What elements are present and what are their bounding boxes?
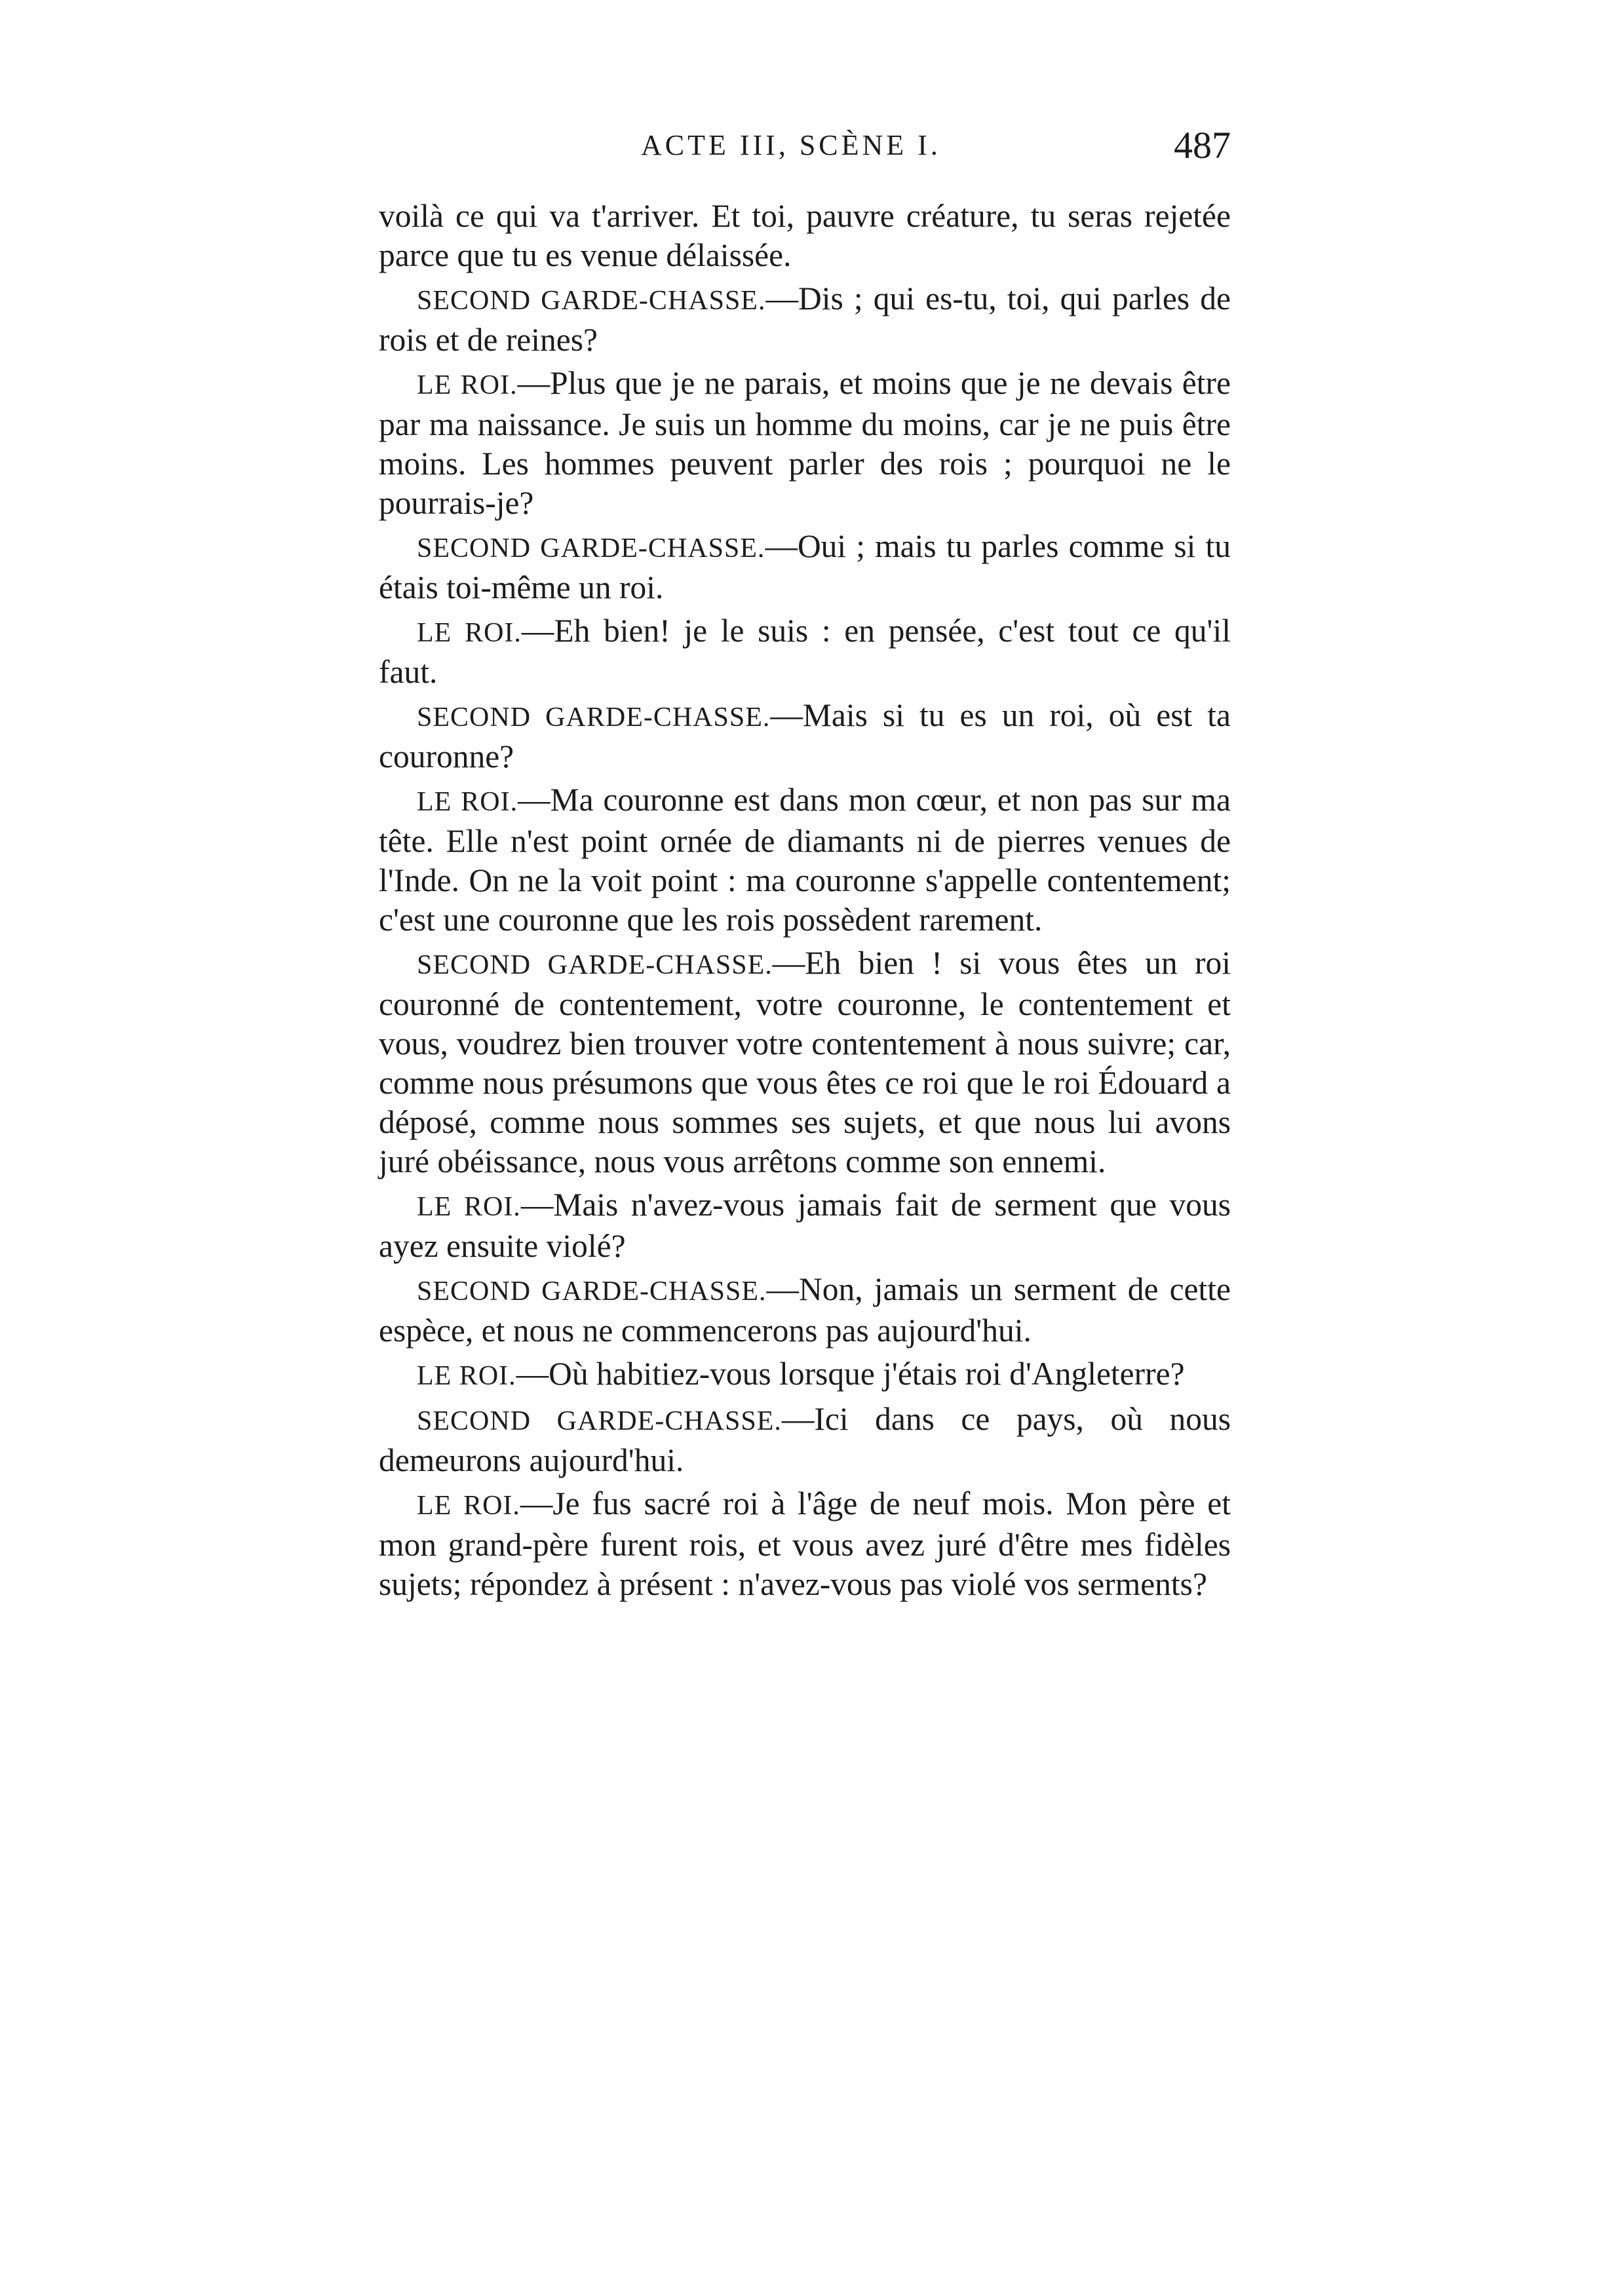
body-text (379, 197, 1231, 1608)
speech-text: Ici dans ce pays, où nous demeurons aujourd'hui. (379, 1401, 1231, 1478)
paragraph (379, 696, 1231, 776)
dash: — (516, 1356, 549, 1392)
speech-text: Ma couronne est dans mon cœur, et non pas sur ma tête. Elle n'est point ornée de diamants ni de pierres venues de l'Inde. On ne la voit point : ma couronne s'appelle contentement; c'est une couronne que les rois possèdent rarement. (379, 782, 1231, 938)
dash: — (765, 528, 798, 564)
speech-text: Mais n'avez-vous jamais fait de serment que vous ayez ensuite violé? (379, 1187, 1231, 1264)
dash: — (517, 365, 550, 401)
speaker-label: LE ROI. (417, 1361, 516, 1391)
speech-text: Eh bien! je le suis : en pensée, c'est tout ce qu'il faut. (379, 613, 1231, 690)
dash: — (770, 697, 803, 733)
paragraph (379, 944, 1231, 1181)
page-number: 487 (1174, 124, 1231, 166)
dash: — (518, 782, 550, 818)
speech-text: voilà ce qui va t'arriver. Et toi, pauvre créature, tu seras rejetée parce que tu es venue délaissée. (379, 198, 1231, 273)
paragraph (379, 780, 1231, 940)
speech-text: Dis ; qui es-tu, toi, qui parles de rois et de reines? (379, 280, 1231, 358)
speech-text: Où habitiez-vous lorsque j'étais roi d'Angleterre? (549, 1356, 1185, 1392)
paragraph (379, 279, 1231, 360)
speaker-label: LE ROI. (417, 1192, 521, 1222)
dash: — (765, 280, 798, 316)
speaker-label: SECOND GARDE-CHASSE. (417, 950, 773, 980)
speech-text: Plus que je ne parais, et moins que je ne devais être par ma naissance. Je suis un homme du moins, car je ne puis être moins. Les hommes peuvent parler des rois ; pourquoi ne le pourrais-je? (379, 365, 1231, 521)
speaker-label: LE ROI. (417, 787, 518, 817)
speech-text: Je fus sacré roi à l'âge de neuf mois. Mon père et mon grand-père furent rois, et vous avez juré d'être mes fidèles sujets; répondez à présent : n'avez-vous pas violé vos serments? (379, 1485, 1231, 1602)
dash: — (781, 1401, 815, 1437)
dash: — (521, 613, 554, 649)
speaker-label: SECOND GARDE-CHASSE. (417, 1406, 782, 1436)
dash: — (772, 945, 805, 981)
paragraph (379, 197, 1231, 275)
speech-text: Non, jamais un serment de cette espèce, et nous ne commencerons pas aujourd'hui. (379, 1271, 1231, 1349)
speaker-label: LE ROI. (417, 1491, 520, 1521)
dash: — (766, 1271, 800, 1307)
paragraph (379, 1270, 1231, 1350)
speech-text: Mais si tu es un roi, où est ta couronne? (379, 697, 1231, 775)
paragraph (379, 1354, 1231, 1396)
dash: — (520, 1187, 554, 1223)
paragraph (379, 1185, 1231, 1266)
dash: — (520, 1485, 553, 1521)
speech-text: Eh bien ! si vous êtes un roi couronné de contentement, votre couronne, le contentement et vous, voudrez bien trouver votre contentement à nous suivre; car, comme nous présumons que vous êtes ce roi que le roi Édouard a déposé, comme nous sommes ses sujets, et que nous lui avons juré obéissance, nous vous arrêtons comme son ennemi. (379, 945, 1231, 1179)
paragraph (379, 527, 1231, 607)
paragraph (379, 1484, 1231, 1604)
page-header (379, 124, 1231, 181)
speaker-label: SECOND GARDE-CHASSE. (417, 702, 771, 733)
speaker-label: SECOND GARDE-CHASSE. (417, 286, 766, 316)
running-head: ACTE III, SCÈNE I. (641, 129, 941, 161)
speaker-label: SECOND GARDE-CHASSE. (417, 533, 765, 564)
speaker-label: SECOND GARDE-CHASSE. (417, 1276, 767, 1307)
paragraph (379, 364, 1231, 523)
speech-text: Oui ; mais tu parles comme si tu étais toi-même un roi. (379, 528, 1231, 605)
speaker-label: LE ROI. (417, 618, 522, 648)
speaker-label: LE ROI. (417, 370, 518, 400)
paragraph (379, 611, 1231, 692)
paragraph (379, 1400, 1231, 1480)
